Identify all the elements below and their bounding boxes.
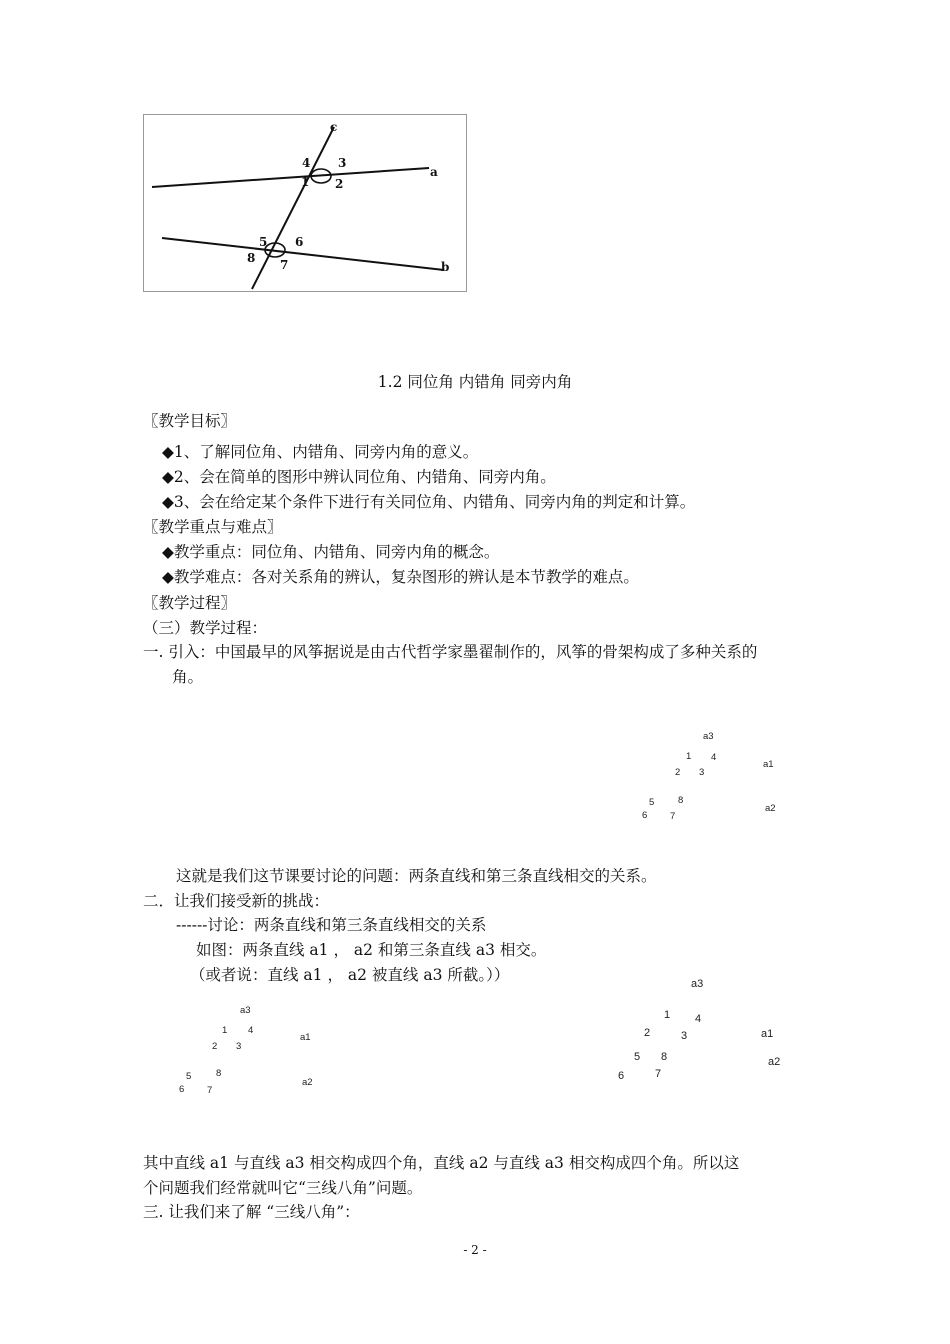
label-c: c bbox=[330, 120, 338, 134]
fig3-2: 2 bbox=[644, 1027, 651, 1039]
fig1-3: 3 bbox=[699, 767, 705, 778]
fig3-8: 8 bbox=[661, 1051, 668, 1063]
fig2-a1: a1 bbox=[300, 1032, 311, 1043]
label-1: 1 bbox=[301, 175, 310, 189]
fig2-4: 4 bbox=[248, 1025, 254, 1036]
fig2-2: 2 bbox=[212, 1041, 218, 1052]
line-c bbox=[252, 127, 334, 289]
fig1-2: 2 bbox=[675, 767, 681, 778]
figure-description: 如图：两条直线 a1 ， a2 和第三条直线 a3 相交。 bbox=[196, 941, 547, 959]
problem-statement: 这就是我们这节课要讨论的问题：两条直线和第三条直线相交的关系。 bbox=[176, 867, 657, 885]
fig1-5: 5 bbox=[649, 797, 655, 808]
intro-paragraph-cont: 角。 bbox=[172, 668, 204, 686]
fig3-6: 6 bbox=[618, 1070, 625, 1082]
section3-heading: 三. 让我们来了解 “三线八角”： bbox=[143, 1203, 360, 1221]
fig2-3: 3 bbox=[236, 1041, 242, 1052]
process-subheading: （三）教学过程： bbox=[143, 619, 268, 637]
fig3-a1: a1 bbox=[761, 1028, 774, 1040]
challenge-heading: 二．让我们接受新的挑战： bbox=[143, 892, 330, 910]
fig3-a3: a3 bbox=[691, 978, 704, 990]
fig2-1: 1 bbox=[222, 1025, 228, 1036]
fig1-1: 1 bbox=[686, 751, 692, 762]
lesson-title: 1.2 同位角 内错角 同旁内角 bbox=[377, 373, 573, 391]
fig1-8: 8 bbox=[678, 795, 684, 806]
label-2: 2 bbox=[335, 177, 344, 191]
fig3-5: 5 bbox=[634, 1051, 641, 1063]
figure-three-lines-eight-angles bbox=[143, 114, 467, 292]
fig1-4: 4 bbox=[711, 752, 717, 763]
line-a bbox=[152, 168, 429, 187]
key-heading: 〖教学重点与难点〗 bbox=[143, 518, 283, 536]
process-heading: 〖教学过程〗 bbox=[143, 594, 237, 612]
fig2-6: 6 bbox=[179, 1084, 185, 1095]
fig2-5: 5 bbox=[186, 1071, 192, 1082]
fig2-a3: a3 bbox=[240, 1005, 251, 1016]
label-4: 4 bbox=[302, 156, 311, 170]
discussion-line: ------讨论：两条直线和第三条直线相交的关系 bbox=[176, 916, 487, 934]
label-3: 3 bbox=[338, 156, 347, 170]
goals-heading: 〖教学目标〗 bbox=[143, 412, 237, 430]
fig2-8: 8 bbox=[216, 1068, 222, 1079]
goal-item: ◆2、会在简单的图形中辨认同位角、内错角、同旁内角。 bbox=[162, 468, 556, 486]
key-point: ◆教学难点：各对关系角的辨认，复杂图形的辨认是本节教学的难点。 bbox=[162, 568, 639, 586]
fig1-a2: a2 bbox=[765, 803, 776, 814]
goal-item: ◆3、会在给定某个条件下进行有关同位角、内错角、同旁内角的判定和计算。 bbox=[162, 493, 696, 511]
intro-paragraph: 一. 引入：中国最早的风筝据说是由古代哲学家墨翟制作的，风筝的骨架构成了多种关系的 bbox=[143, 643, 758, 661]
fig1-7: 7 bbox=[670, 811, 676, 822]
fig3-3: 3 bbox=[681, 1030, 688, 1042]
fig3-4: 4 bbox=[695, 1013, 702, 1025]
label-6: 6 bbox=[295, 235, 304, 249]
page-number: - 2 - bbox=[463, 1243, 487, 1257]
fig2-a2: a2 bbox=[302, 1077, 313, 1088]
fig2-7: 7 bbox=[207, 1085, 213, 1096]
goal-item: ◆1、了解同位角、内错角、同旁内角的意义。 bbox=[162, 443, 479, 461]
fig1-6: 6 bbox=[642, 810, 648, 821]
fig3-7: 7 bbox=[655, 1068, 662, 1080]
diagram-svg bbox=[144, 115, 466, 291]
fig3-1: 1 bbox=[664, 1009, 671, 1021]
alternative-description: （或者说：直线 a1 ， a2 被直线 a3 所截。）） bbox=[190, 966, 510, 984]
fig1-a1: a1 bbox=[763, 759, 774, 770]
fig1-a3: a3 bbox=[703, 731, 714, 742]
fig3-a2: a2 bbox=[768, 1056, 781, 1068]
label-7: 7 bbox=[280, 258, 289, 272]
label-8: 8 bbox=[247, 251, 256, 265]
key-point: ◆教学重点：同位角、内错角、同旁内角的概念。 bbox=[162, 543, 500, 561]
label-5: 5 bbox=[259, 235, 268, 249]
summary-paragraph-cont: 个问题我们经常就叫它“三线八角”问题。 bbox=[143, 1179, 423, 1197]
summary-paragraph: 其中直线 a1 与直线 a3 相交构成四个角，直线 a2 与直线 a3 相交构成四个角。所以这 bbox=[143, 1154, 740, 1172]
label-b: b bbox=[441, 260, 450, 274]
label-a: a bbox=[430, 165, 438, 179]
